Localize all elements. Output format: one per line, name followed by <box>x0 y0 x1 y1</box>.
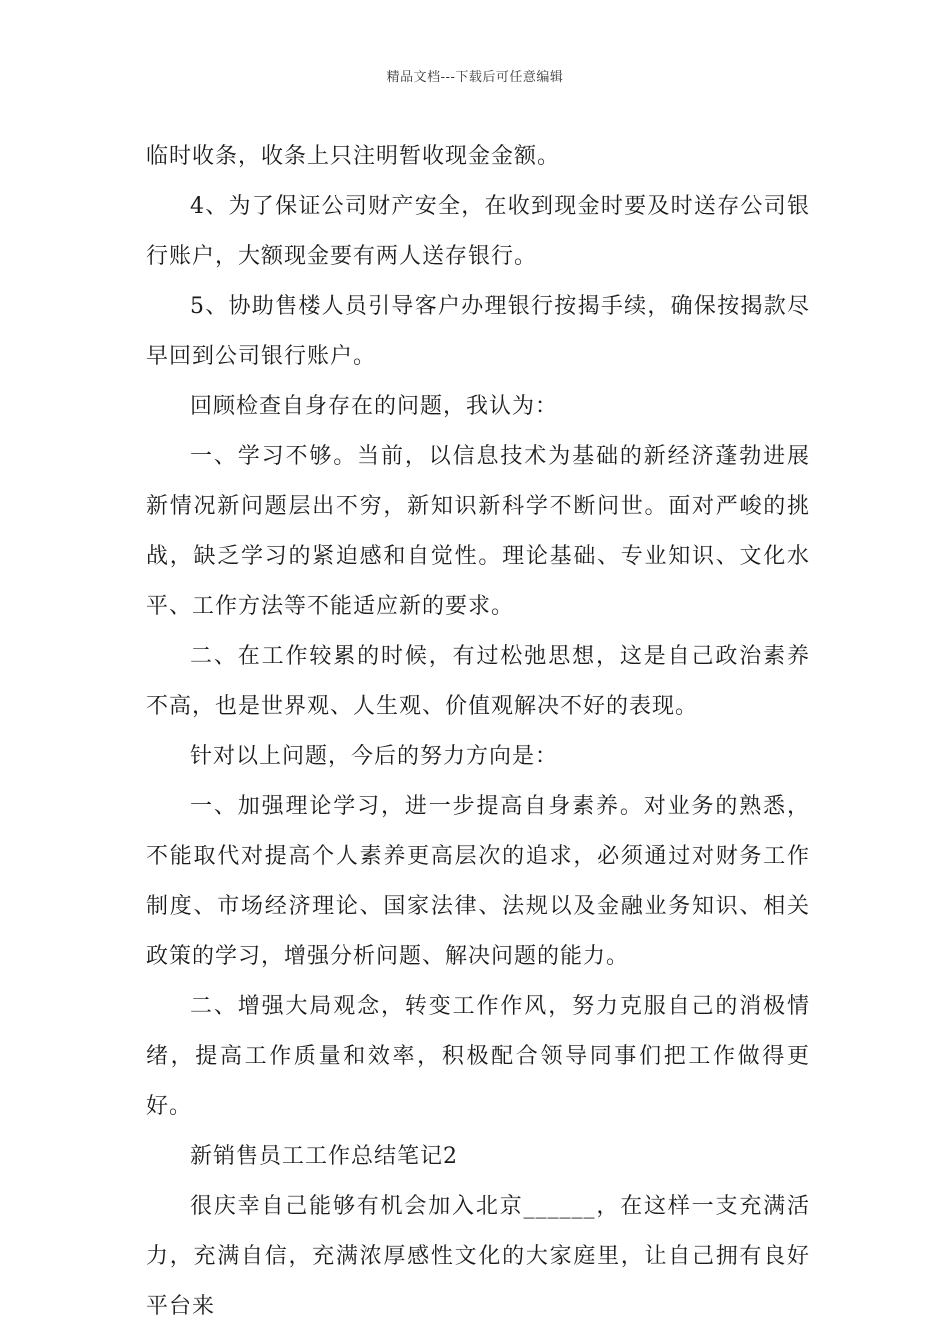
document-body <box>146 132 810 1332</box>
paragraph-1: 临时收条，收条上只注明暂收现金金额。 <box>146 144 561 169</box>
paragraph-2: 4、为了保证公司财产安全，在收到现金时要及时送存公司银行账户，大额现金要有两人送存银行。 <box>146 194 810 269</box>
paragraph-8: 一、加强理论学习，进一步提高自身素养。对业务的熟悉，不能取代对提高个人素养更高层次的追求，必须通过对财务工作制度、市场经济理论、国家法律、法规以及金融业务知识、相关政策的学习，增强分析问题、解决问题的能力。 <box>146 794 810 969</box>
paragraph-5: 一、学习不够。当前，以信息技术为基础的新经济蓬勃进展新情况新问题层出不穷，新知识新科学不断问世。面对严峻的挑战，缺乏学习的紧迫感和自觉性。理论基础、专业知识、文化水平、工作方法等不能适应新的要求。 <box>146 444 810 619</box>
page-header: 精品文档---下载后可任意编辑 <box>386 70 564 85</box>
paragraph-6: 二、在工作较累的时候，有过松弛思想，这是自己政治素养不高，也是世界观、人生观、价值观解决不好的表现。 <box>146 644 810 719</box>
paragraph-3: 5、协助售楼人员引导客户办理银行按揭手续，确保按揭款尽早回到公司银行账户。 <box>146 294 810 369</box>
paragraph-4: 回顾检查自身存在的问题，我认为： <box>190 394 559 419</box>
paragraph-9: 二、增强大局观念，转变工作作风，努力克服自己的消极情绪，提高工作质量和效率，积极配合领导同事们把工作做得更好。 <box>146 994 810 1119</box>
section-heading: 新销售员工工作总结笔记2 <box>190 1144 458 1169</box>
paragraph-10: 很庆幸自己能够有机会加入北京______，在这样一支充满活力，充满自信，充满浓厚感性文化的大家庭里，让自己拥有良好平台来 <box>146 1194 810 1319</box>
paragraph-7: 针对以上问题，今后的努力方向是： <box>190 744 559 769</box>
